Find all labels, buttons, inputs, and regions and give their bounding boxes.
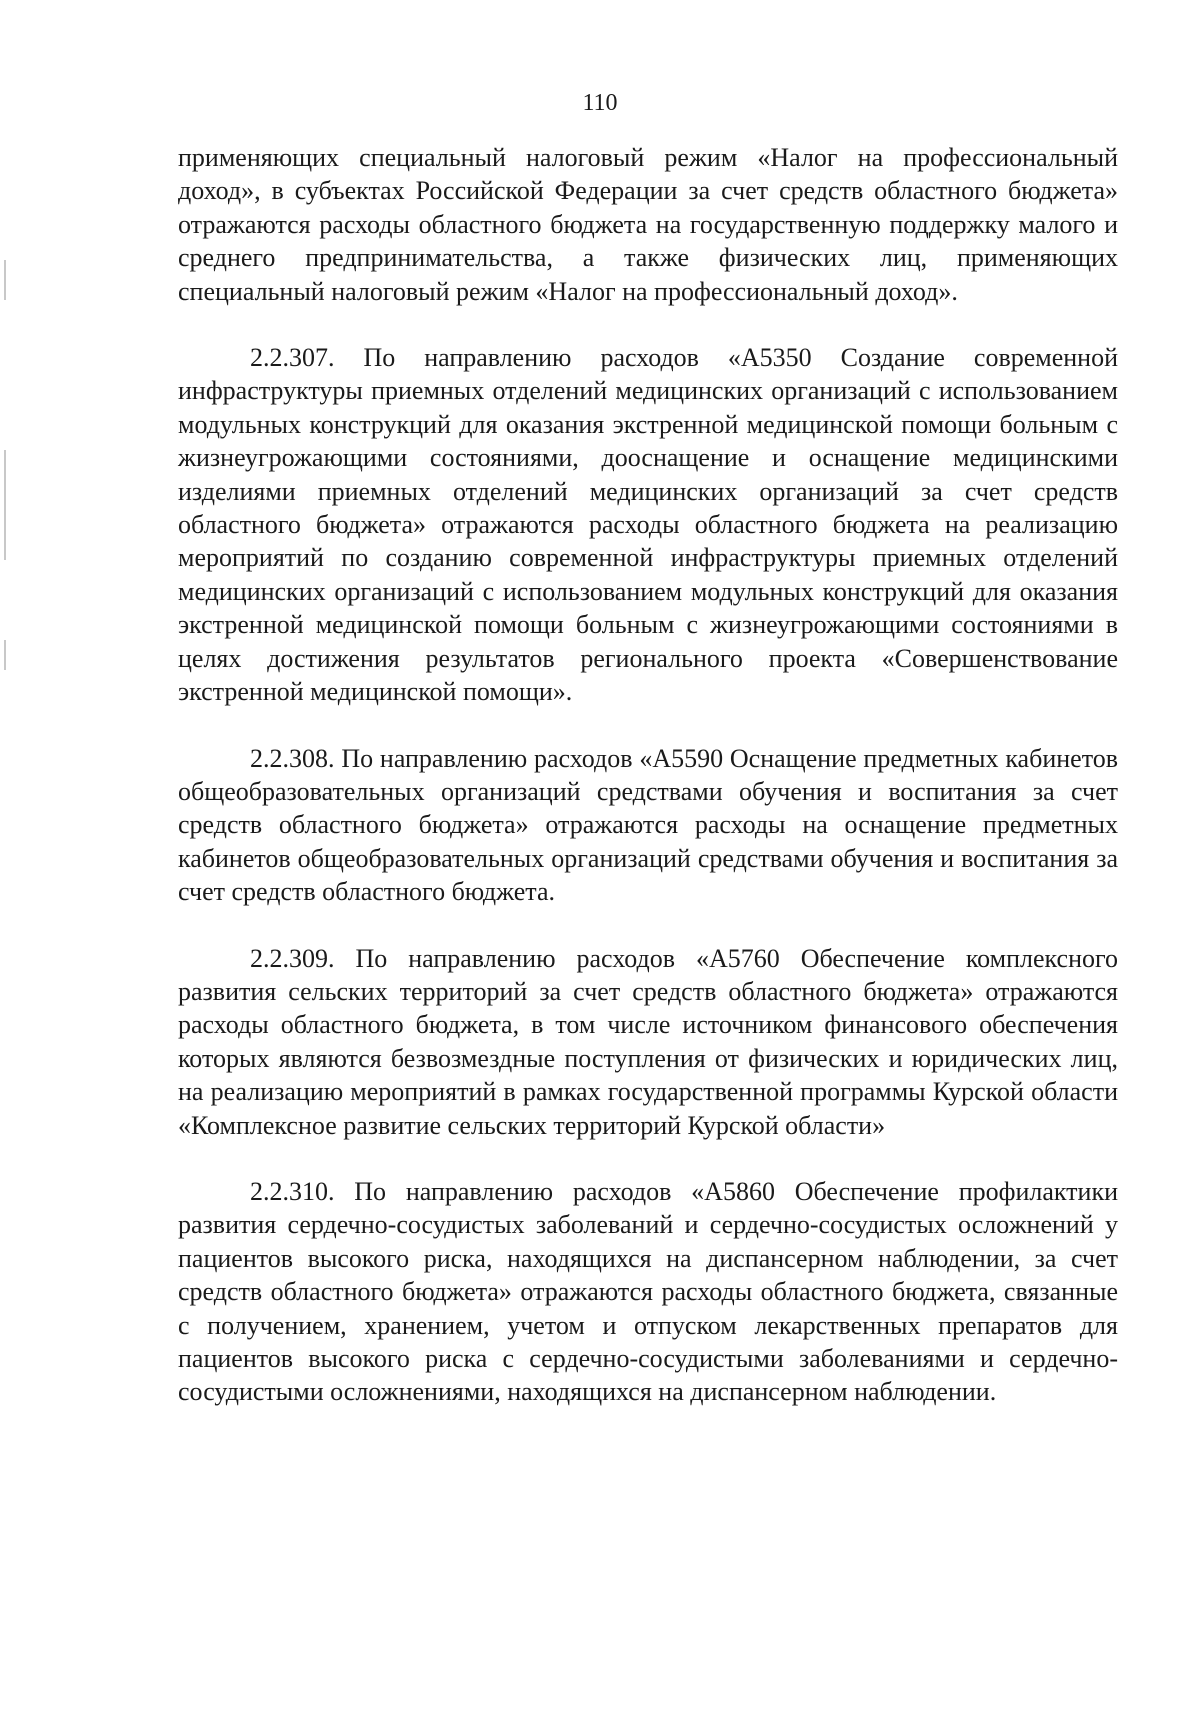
scan-edge-mark <box>4 450 6 560</box>
scan-edge-mark <box>4 260 6 300</box>
paragraph-2-2-310: 2.2.310. По направлению расходов «А5860 Обеспечение профилактики развития сердечно-сосудистых заболеваний и сердечно-сосудистых осложнений у пациентов высокого риска, находящихся на диспансерном наблюдении, за счет средств областного бюджета» отражаются расходы областного бюджета, связанные с получением, хранением, учетом и отпуском лекарственных препаратов для пациентов высокого риска с сердечно-сосудистыми заболеваниями и сердечно-сосудистыми осложнениями, находящихся на диспансерном наблюдении. <box>178 1176 1118 1407</box>
page-number: 110 <box>582 90 618 116</box>
paragraph-2-2-308: 2.2.308. По направлению расходов «А5590 Оснащение предметных кабинетов общеобразовательных организаций средствами обучения и воспитания за счет средств областного бюджета» отражаются расходы на оснащение предметных кабинетов общеобразовательных организаций средствами обучения и воспитания за счет средств областного бюджета. <box>178 743 1118 907</box>
scan-edge-mark <box>4 640 6 670</box>
paragraph-2-2-307: 2.2.307. По направлению расходов «А5350 Создание современной инфраструктуры приемных отделений медицинских организаций с использованием модульных конструкций для оказания экстренной медицинской помощи больным с жизнеугрожающими состояниями, дооснащение и оснащение медицинскими изделиями приемных отделений медицинских организаций за счет средств областного бюджета» отражаются расходы областного бюджета на реализацию мероприятий по созданию современной инфраструктуры приемных отделений медицинских организаций с использованием модульных конструкций для оказания экстренной медицинской помощи больным с жизнеугрожающими состояниями в целях достижения результатов регионального проекта «Совершенствование экстренной медицинской помощи». <box>178 343 1118 707</box>
paragraph-continuation: применяющих специальный налоговый режим «Налог на профессиональный доход», в субъектах Российской Федерации за счет средств областного бюджета» отражаются расходы областного бюджета на государственную поддержку малого и среднего предпринимательства, а также физических лиц, применяющих специальный налоговый режим «Налог на профессиональный доход». <box>178 143 1118 306</box>
paragraph-2-2-309: 2.2.309. По направлению расходов «А5760 Обеспечение комплексного развития сельских территорий за счет средств областного бюджета» отражаются расходы областного бюджета, в том числе источником финансового обеспечения которых являются безвозмездные поступления от физических и юридических лиц, на реализацию мероприятий в рамках государственной программы Курской области «Комплексное развитие сельских территорий Курской области» <box>178 943 1118 1140</box>
document-body <box>178 141 1118 1409</box>
